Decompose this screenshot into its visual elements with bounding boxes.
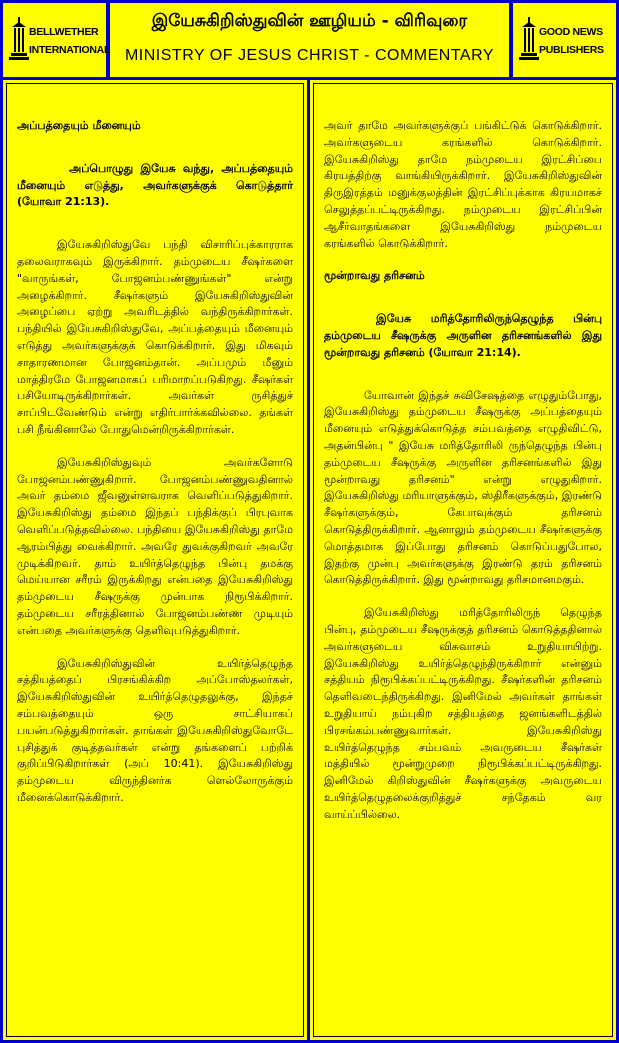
paragraph: யோவான் இந்தச் சுவிசேஷத்தை எழுதும்போது, இயேசுகிறிஸ்து தம்முடைய சீஷருக்கு அப்பத்தையும் மீனையும் எடுத்துக்கொடுத்த சம்பவத்தை எழுதிவிட்டு, அதன்பின்பு " இயேசு மரித்தோரிலி ருந்தெழுந்த பின்பு தம்முடைய சீஷருக்கு அருளின தரிசனங்களில் இது மூன்றாவது தரிசனம்" என்று எழுதுகிறார். இயேசுகிறிஸ்து மரியாளுக்கும், ஸ்திரீகளுக்கும், இரண்டு சீஷர்களுக்கும், கேபாவுக்கும் தரிசனம் கொடுத்திருக்கிறார். ஆனாலும் தம்முடைய சீஷர்களுக்கு மொத்தமாக இப்போது தரிசனம் கொடுப்பதுபோல, இதற்கு முன்பு அவர்களுக்கு இரண்டு தரம் தரிசனம் கொடுத்திருக்கிறார். இது மூன்றாவது தரிசமானமகும். — [324, 388, 602, 587]
page-title-english: MINISTRY OF JESUS CHRIST - COMMENTARY — [124, 47, 495, 64]
paragraph: இயேசுகிறிஸ்துவின் உயிர்த்தெழுந்த சத்தியத்தைப் பிரசங்கிக்கிற அப்போஸ்தலர்கள், இயேசுகிறிஸ்துவின் உயிர்த்தெழுதலுக்கு, இந்தச் சம்பவத்தையும் ஒரு சாட்சியாகப் பயன்படுத்துகிறார்கள். தாங்கள் இயேசுகிறிஸ்துவோடே புசித்துக் குடித்தவர்கள் என்று தங்களைப் பற்றிக் குறிப்பிடுகிறார்கள் (அப் 10:41). இயேசுகிறிஸ்து தம்முடைய விருந்தினர்க ளெல்லோருக்கும் மீனைக்கொடுக்கிறார். — [17, 656, 293, 804]
page-title-tamil: இயேசுகிறிஸ்துவின் ஊழியம் - விரிவுரை — [151, 11, 468, 31]
section-heading: அப்பத்தையும் மீனையும் — [17, 119, 141, 132]
good-news-logo — [519, 15, 609, 65]
paragraph: அவர் தாமே அவர்களுக்குப் பங்கிட்டுக் கொடுக்கிறார். அவர்களுடைய கரங்களில் கொடுக்கிறார். இயேசுகிறிஸ்து தாமே நம்முடைய இரட்சிப்பை கிரயத்திற்கு வாங்கியிருக்கிறார். இயேசுகிறிஸ்துவின் திருஇரத்தம் மனுக்குலத்தின் இரட்சிப்புக்காக கிரயமாகச் செலுத்தப்பட்டிருக்கிறது. நம்முடைய இரட்சிப்பின் ஆசீர்வாதங்களை இயேசுகிறிஸ்து நம்முடைய கரங்களில் கொடுக்கிறார். — [324, 119, 602, 250]
header-title-panel — [110, 3, 509, 77]
header-right-logo-panel — [513, 3, 616, 77]
bible-verse: இயேசு மரித்தோரிலிருந்தெழுந்த பின்பு தம்முடைய சீஷருக்கு அருளின தரிசனங்களில் இது மூன்றாவது தரிசனம் (யோவா 21:14). — [324, 312, 602, 359]
left-column — [3, 80, 307, 1040]
bible-verse: அப்பொழுது இயேசு வந்து, அப்பத்தையும் மீனையும் எடுத்து, அவர்களுக்குக் கொடுத்தார் (யோவா 21:13). — [17, 161, 293, 209]
paragraph: இயேசுகிறிஸ்துவும் அவர்களோடு போஜனம்பண்ணுகிறார். போஜனம்பண்ணுவதினால் அவர் தம்மை ஜீவனுள்ளவராக வெளிப்படுத்துகிறார். இயேசுகிறிஸ்து தம்மை இந்தப் பந்திக்குப் பிரபுவாக வெளிப்படுத்தவில்லை. பந்தியை இயேசுகிறிஸ்து தாமே ஆரம்பித்து வைக்கிறார். அவரே துவக்குகிறவர் அவரே முடிக்கிறவர். தாம் உயிர்த்தெழுந்த பின்பு தமக்கு மெய்யான சரீரம் இருக்கிறது என்பதை இயேசுகிறிஸ்து தம்முடைய சீஷருக்கு முன்பாக நிரூபிக்கிறார். தம்முடைய சரீரத்தினால் போஜனம்பண்ண முடியும் என்பதை அவர்களுக்கு தெளிவுபடுத்துகிறார். — [17, 455, 293, 637]
header-left-logo-panel — [3, 3, 111, 77]
paragraph: இயேசுகிறிஸ்து மரித்தோரிலிருந் தெழுந்த பின்பு, தம்முடைய சீஷருக்குத் தரிசனம் கொடுத்ததினால் அவர்களுடைய விசுவாசம் உறுதியாயிற்று. இயேசுகிறிஸ்து உயிர்த்தெழுந்திருக்கிறார் என்னும் சத்தியம் நிரூபிக்கப்பட்டிருக்கிறது. சீஷர்களின் தரிசனம் தெளிவடைந்திருக்கிறது. இனிமேல் அவர்கள் தாங்கள் உறுதியாய் நம்புகிற சத்தியத்தை ஜனங்களிடத்தில் பிரசங்கம்பண்ணுவார்கள். இயேசுகிறிஸ்து உயிர்த்தெழுந்த சம்பவம் அவருடைய சீஷர்கள் மத்தியில் மூன்றுமுறை நிரூபிக்கப்பட்டிருக்கிறது. இனிமேல் கிறிஸ்துவின் சீஷர்களுக்கு அவருடைய உயிர்த்தெழுதலைக்குறித்துச் சந்தேகம் வர வாய்ப்பில்லை. — [324, 606, 602, 821]
good-news-logo-text: GOOD NEWS PUBLISHERS — [539, 26, 604, 56]
bellwether-logo — [9, 15, 111, 65]
paragraph: இயேசுகிறிஸ்துவே பந்தி விசாரிப்புக்காரராக தலைவராகவும் இருக்கிறார். தம்முடைய சீஷர்களை "வாருங்கள், போஜனம்பண்ணுங்கள்" என்று அழைக்கிறார். சீஷர்களும் இயேசுகிறிஸ்துவின் அழைப்பை ஏற்று அவரிடத்தில் வந்திருக்கிறார்கள். பந்தியில் இயேசுகிறிஸ்துவே, அப்பத்தையும் மீனையும் எடுத்து அவர்களுக்குக் கொடுக்கிறார். இது மிகவும் சாதாரணமான போஜனம்தான். அப்பமும் மீனும் மாத்திரமே போஜனமாகப் பரிமாறப்படுகிறது. சீஷர்கள் பசியோடிருக்கிறார்கள். அவர்கள் ருசித்துச் சாப்பிடவேண்டும் என்று எதிர்பார்க்கவில்லை. தங்கள் பசி நீங்கினாலே போதுமென்றிருக்கிறார்கள். — [17, 238, 293, 436]
right-column-text — [324, 118, 602, 839]
section-heading: மூன்றாவது தரிசனம் — [324, 269, 425, 283]
left-column-text — [17, 118, 293, 823]
pillar-icon — [519, 17, 539, 63]
pillar-icon — [9, 17, 29, 63]
bellwether-logo-text: BELLWETHER INTERNATIONAL — [29, 26, 111, 56]
right-column — [310, 80, 616, 1040]
